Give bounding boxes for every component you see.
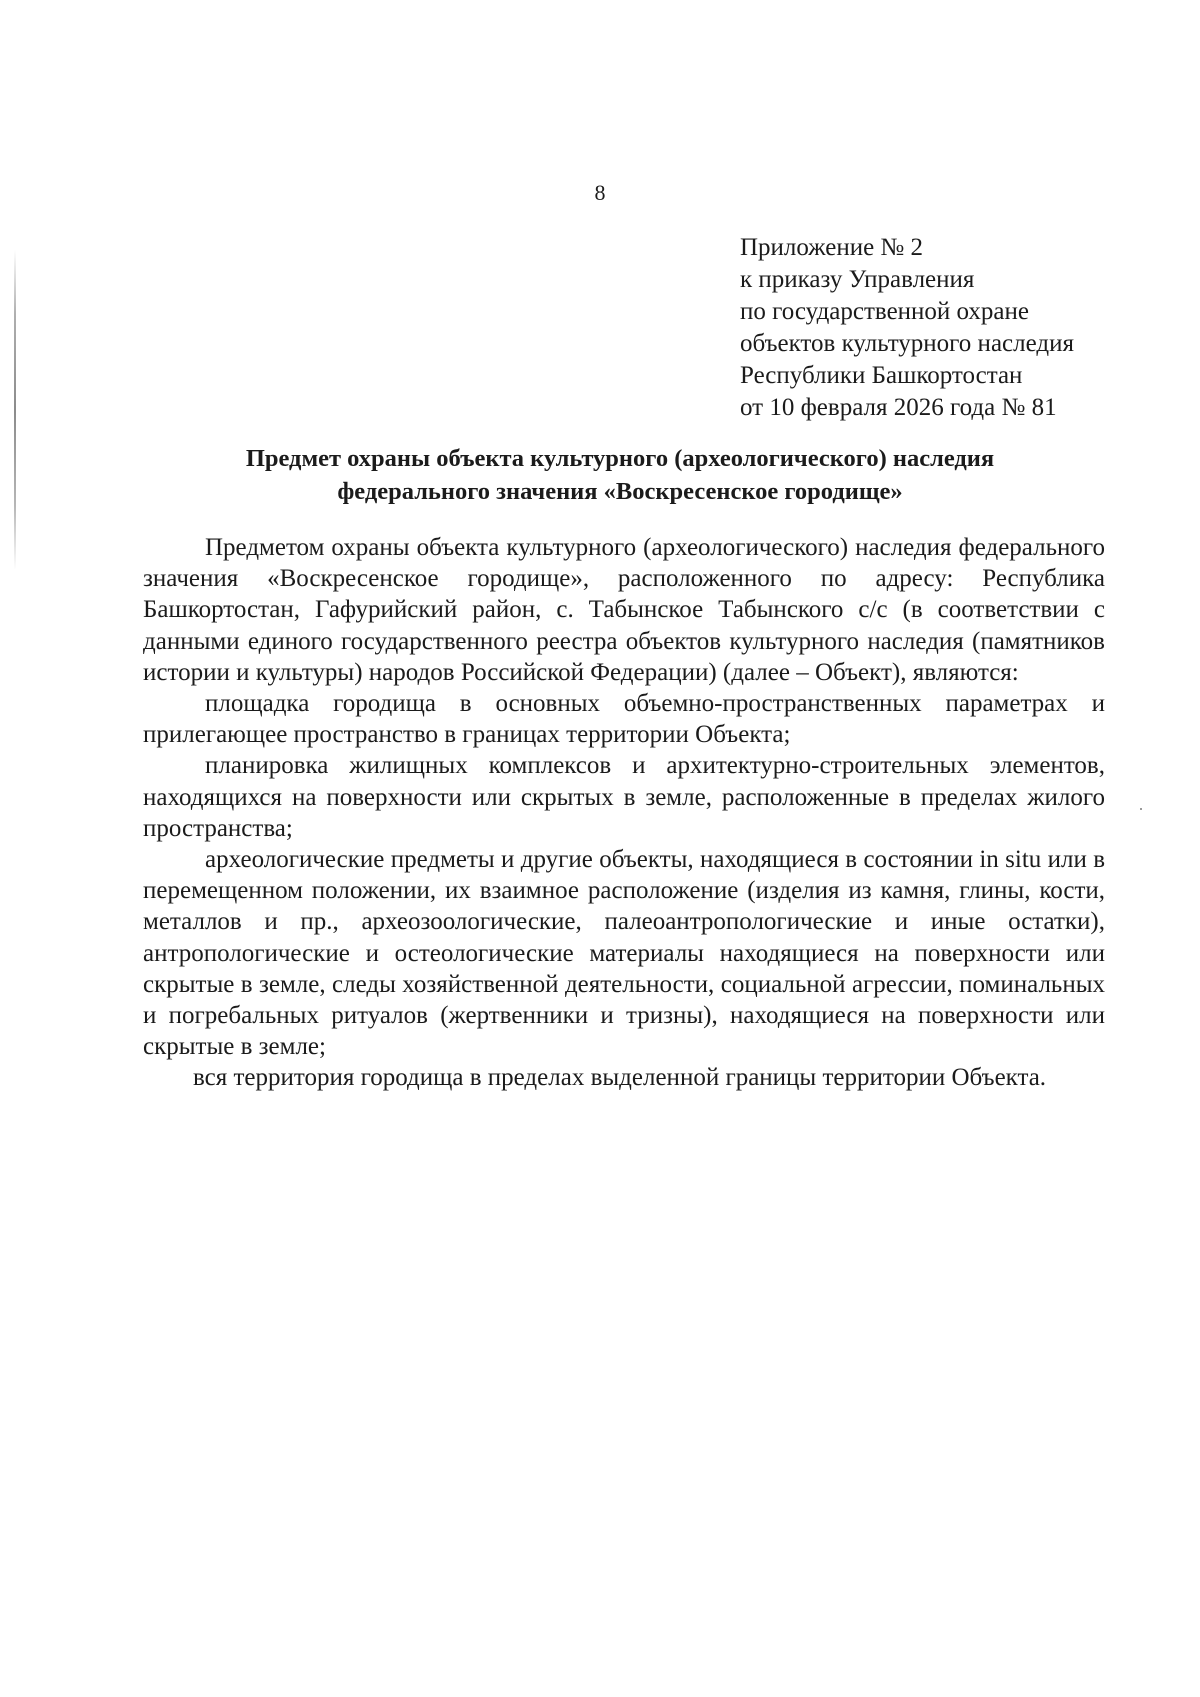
document-body [143,532,1105,1094]
list-item: археологические предметы и другие объекты, находящиеся в состоянии in situ или в перемещенном положении, их взаимное расположение (изделия из камня, глины, кости, металлов и пр., археозоологические, палеоантропологические и иные остатки), антропологические и остеологические материалы находящиеся на поверхности или скрытые в земле, следы хозяйственной деятельности, социальной агрессии, поминальных и погребальных ритуалов (жертвенники и тризны), находящиеся на поверхности или скрытые в земле; [143,846,1105,1061]
annex-block [740,232,1074,424]
annex-line: от 10 февраля 2026 года № 81 [740,394,1057,421]
annex-line: объектов культурного наследия [740,330,1074,357]
page-number: 8 [594,180,606,205]
annex-line: Приложение № 2 [740,234,924,261]
document-title-line: федерального значения «Воскресенское городище» [337,478,903,505]
annex-line: по государственной охране [740,298,1030,325]
scan-speck [1140,808,1142,810]
list-item: планировка жилищных комплексов и архитектурно-строительных элементов, находящихся на поверхности или скрытых в земле, расположенные в пределах жилого пространства; [143,752,1105,842]
document-title-line: Предмет охраны объекта культурного (археологического) наследия [245,445,995,472]
scan-edge-artifact [14,250,16,570]
list-item: площадка городища в основных объемно-пространственных параметрах и прилегающее пространство в границах территории Объекта; [143,690,1105,749]
list-item: вся территория городища в пределах выделенной границы территории Объекта. [193,1064,1047,1092]
annex-line: Республики Башкортостан [740,362,1023,389]
document-title [140,442,1100,508]
annex-line: к приказу Управления [740,266,975,293]
intro-paragraph: Предметом охраны объекта культурного (археологического) наследия федерального значения «Воскресенское городище», расположенного по адресу: Республика Башкортостан, Гафурийский район, с. Табынское Табынского с/с (в соответствии с данными единого государственного реестра объектов культурного наследия (памятников истории и культуры) народов Российской Федерации) (далее – Объект), являются: [143,534,1105,686]
